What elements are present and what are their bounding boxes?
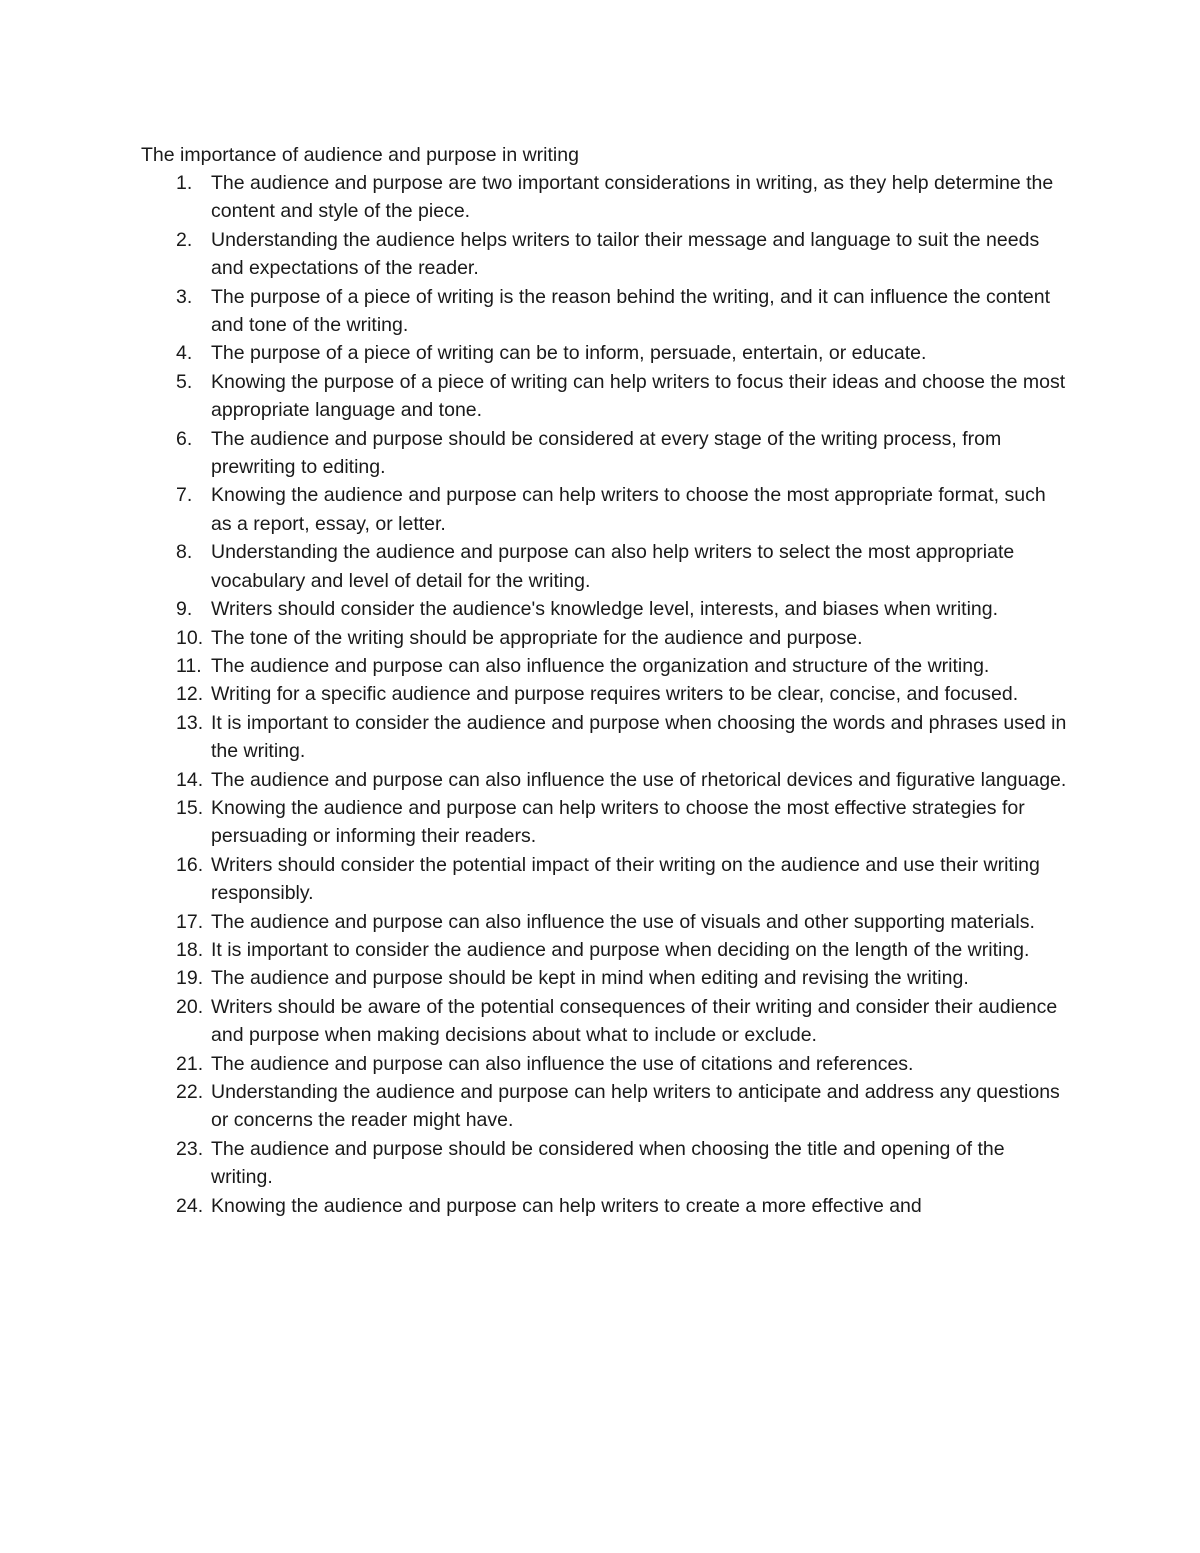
list-item xyxy=(0,680,1071,708)
list-item-number: 6. xyxy=(176,427,193,450)
list-item-number: 15. xyxy=(176,796,204,819)
list-item-text: Understanding the audience and purpose can also help writers to select the most appropriate vocabulary and level of detail for the writing. xyxy=(211,541,1015,592)
list-item xyxy=(0,766,1071,794)
list-item-number: 5. xyxy=(176,370,193,393)
list-item-number: 22. xyxy=(176,1081,204,1103)
list-item xyxy=(0,1078,1071,1135)
list-item xyxy=(0,993,1071,1050)
document-title: The importance of audience and purpose in writing xyxy=(141,144,579,166)
list-item-number: 11. xyxy=(176,654,202,677)
list-item-number: 20. xyxy=(176,995,204,1018)
list-item-number: 16. xyxy=(176,853,204,876)
list-item-text: The purpose of a piece of writing is the reason behind the writing, and it can influence the content and tone of the writing. xyxy=(211,285,1051,337)
list-item-text: The purpose of a piece of writing can be to inform, persuade, entertain, or educate. xyxy=(211,342,927,365)
list-item xyxy=(0,595,1071,623)
list-item xyxy=(0,368,1071,425)
list-item-text: Understanding the audience and purpose can help writers to anticipate and address any questions or concerns the reader might have. xyxy=(211,1081,1060,1132)
list-item-number: 18. xyxy=(176,938,204,961)
list-item-text: Knowing the audience and purpose can help writers to create a more effective and xyxy=(211,1194,922,1217)
list-item xyxy=(0,624,1071,652)
list-item xyxy=(0,283,1071,340)
list-item-text: It is important to consider the audience and purpose when choosing the words and phrases used in the writing. xyxy=(211,711,1067,763)
list-item-number: 23. xyxy=(176,1137,204,1160)
list-item-number: 19. xyxy=(176,967,204,990)
list-item-number: 24. xyxy=(176,1194,204,1217)
list-item xyxy=(0,936,1071,964)
list-item-number: 1. xyxy=(176,172,193,194)
list-item xyxy=(0,1192,1071,1220)
numbered-list xyxy=(0,169,1200,1220)
list-item-text: The audience and purpose are two important considerations in writing, as they help determine the content and style of the piece. xyxy=(211,172,1054,223)
list-item-text: Knowing the purpose of a piece of writing can help writers to focus their ideas and choose the most appropriate language and tone. xyxy=(211,370,1066,422)
list-item xyxy=(0,964,1071,992)
list-item xyxy=(0,794,1071,851)
list-item-number: 10. xyxy=(176,626,204,649)
list-item xyxy=(0,481,1071,538)
list-item-text: It is important to consider the audience and purpose when deciding on the length of the writing. xyxy=(211,938,1030,961)
list-item xyxy=(0,425,1071,482)
list-item-text: The audience and purpose should be kept in mind when editing and revising the writing. xyxy=(211,967,969,990)
list-item xyxy=(0,538,1071,595)
list-item-number: 8. xyxy=(176,541,193,564)
list-item-number: 17. xyxy=(176,910,204,933)
list-item-text: The audience and purpose should be considered at every stage of the writing process, from prewriting to editing. xyxy=(211,427,1002,479)
list-item xyxy=(0,226,1071,283)
list-item-text: Writing for a specific audience and purpose requires writers to be clear, concise, and focused. xyxy=(211,683,1019,706)
list-item-number: 9. xyxy=(176,598,193,621)
list-item-number: 3. xyxy=(176,285,193,308)
list-item-text: Knowing the audience and purpose can help writers to choose the most effective strategies for persuading or informing their readers. xyxy=(211,796,1025,848)
list-item xyxy=(0,652,1071,680)
list-item xyxy=(0,851,1071,908)
list-item-number: 21. xyxy=(176,1052,204,1075)
list-item-number: 2. xyxy=(176,228,193,251)
list-item-text: Writers should consider the potential impact of their writing on the audience and use their writing responsibly. xyxy=(211,853,1040,905)
list-item-text: Knowing the audience and purpose can help writers to choose the most appropriate format, such as a report, essay, or letter. xyxy=(211,484,1046,535)
list-item-number: 13. xyxy=(176,711,204,734)
list-item xyxy=(0,339,1071,367)
list-item xyxy=(0,709,1071,766)
list-item-number: 7. xyxy=(176,484,193,507)
list-item-text: Writers should consider the audience's knowledge level, interests, and biases when writing. xyxy=(211,598,999,621)
list-item-number: 12. xyxy=(176,683,204,706)
list-item-text: The audience and purpose can also influence the use of visuals and other supporting materials. xyxy=(211,910,1035,933)
list-item-text: The audience and purpose can also influence the use of citations and references. xyxy=(211,1052,914,1075)
list-item-text: The audience and purpose should be considered when choosing the title and opening of the writing. xyxy=(211,1137,1005,1189)
list-item-number: 4. xyxy=(176,342,193,365)
list-item-text: The tone of the writing should be appropriate for the audience and purpose. xyxy=(211,626,863,649)
list-item-text: The audience and purpose can also influence the use of rhetorical devices and figurative language. xyxy=(211,768,1067,791)
list-item xyxy=(0,1135,1071,1192)
list-item-number: 14. xyxy=(176,768,204,791)
list-item xyxy=(0,169,1071,226)
list-item xyxy=(0,1050,1071,1078)
list-item xyxy=(0,908,1071,936)
list-item-text: Writers should be aware of the potential consequences of their writing and consider their audience and purpose when making decisions about what to include or exclude. xyxy=(211,995,1058,1047)
list-item-text: The audience and purpose can also influence the organization and structure of the writing. xyxy=(211,654,990,677)
list-item-text: Understanding the audience helps writers to tailor their message and language to suit the needs and expectations of the reader. xyxy=(211,228,1040,280)
